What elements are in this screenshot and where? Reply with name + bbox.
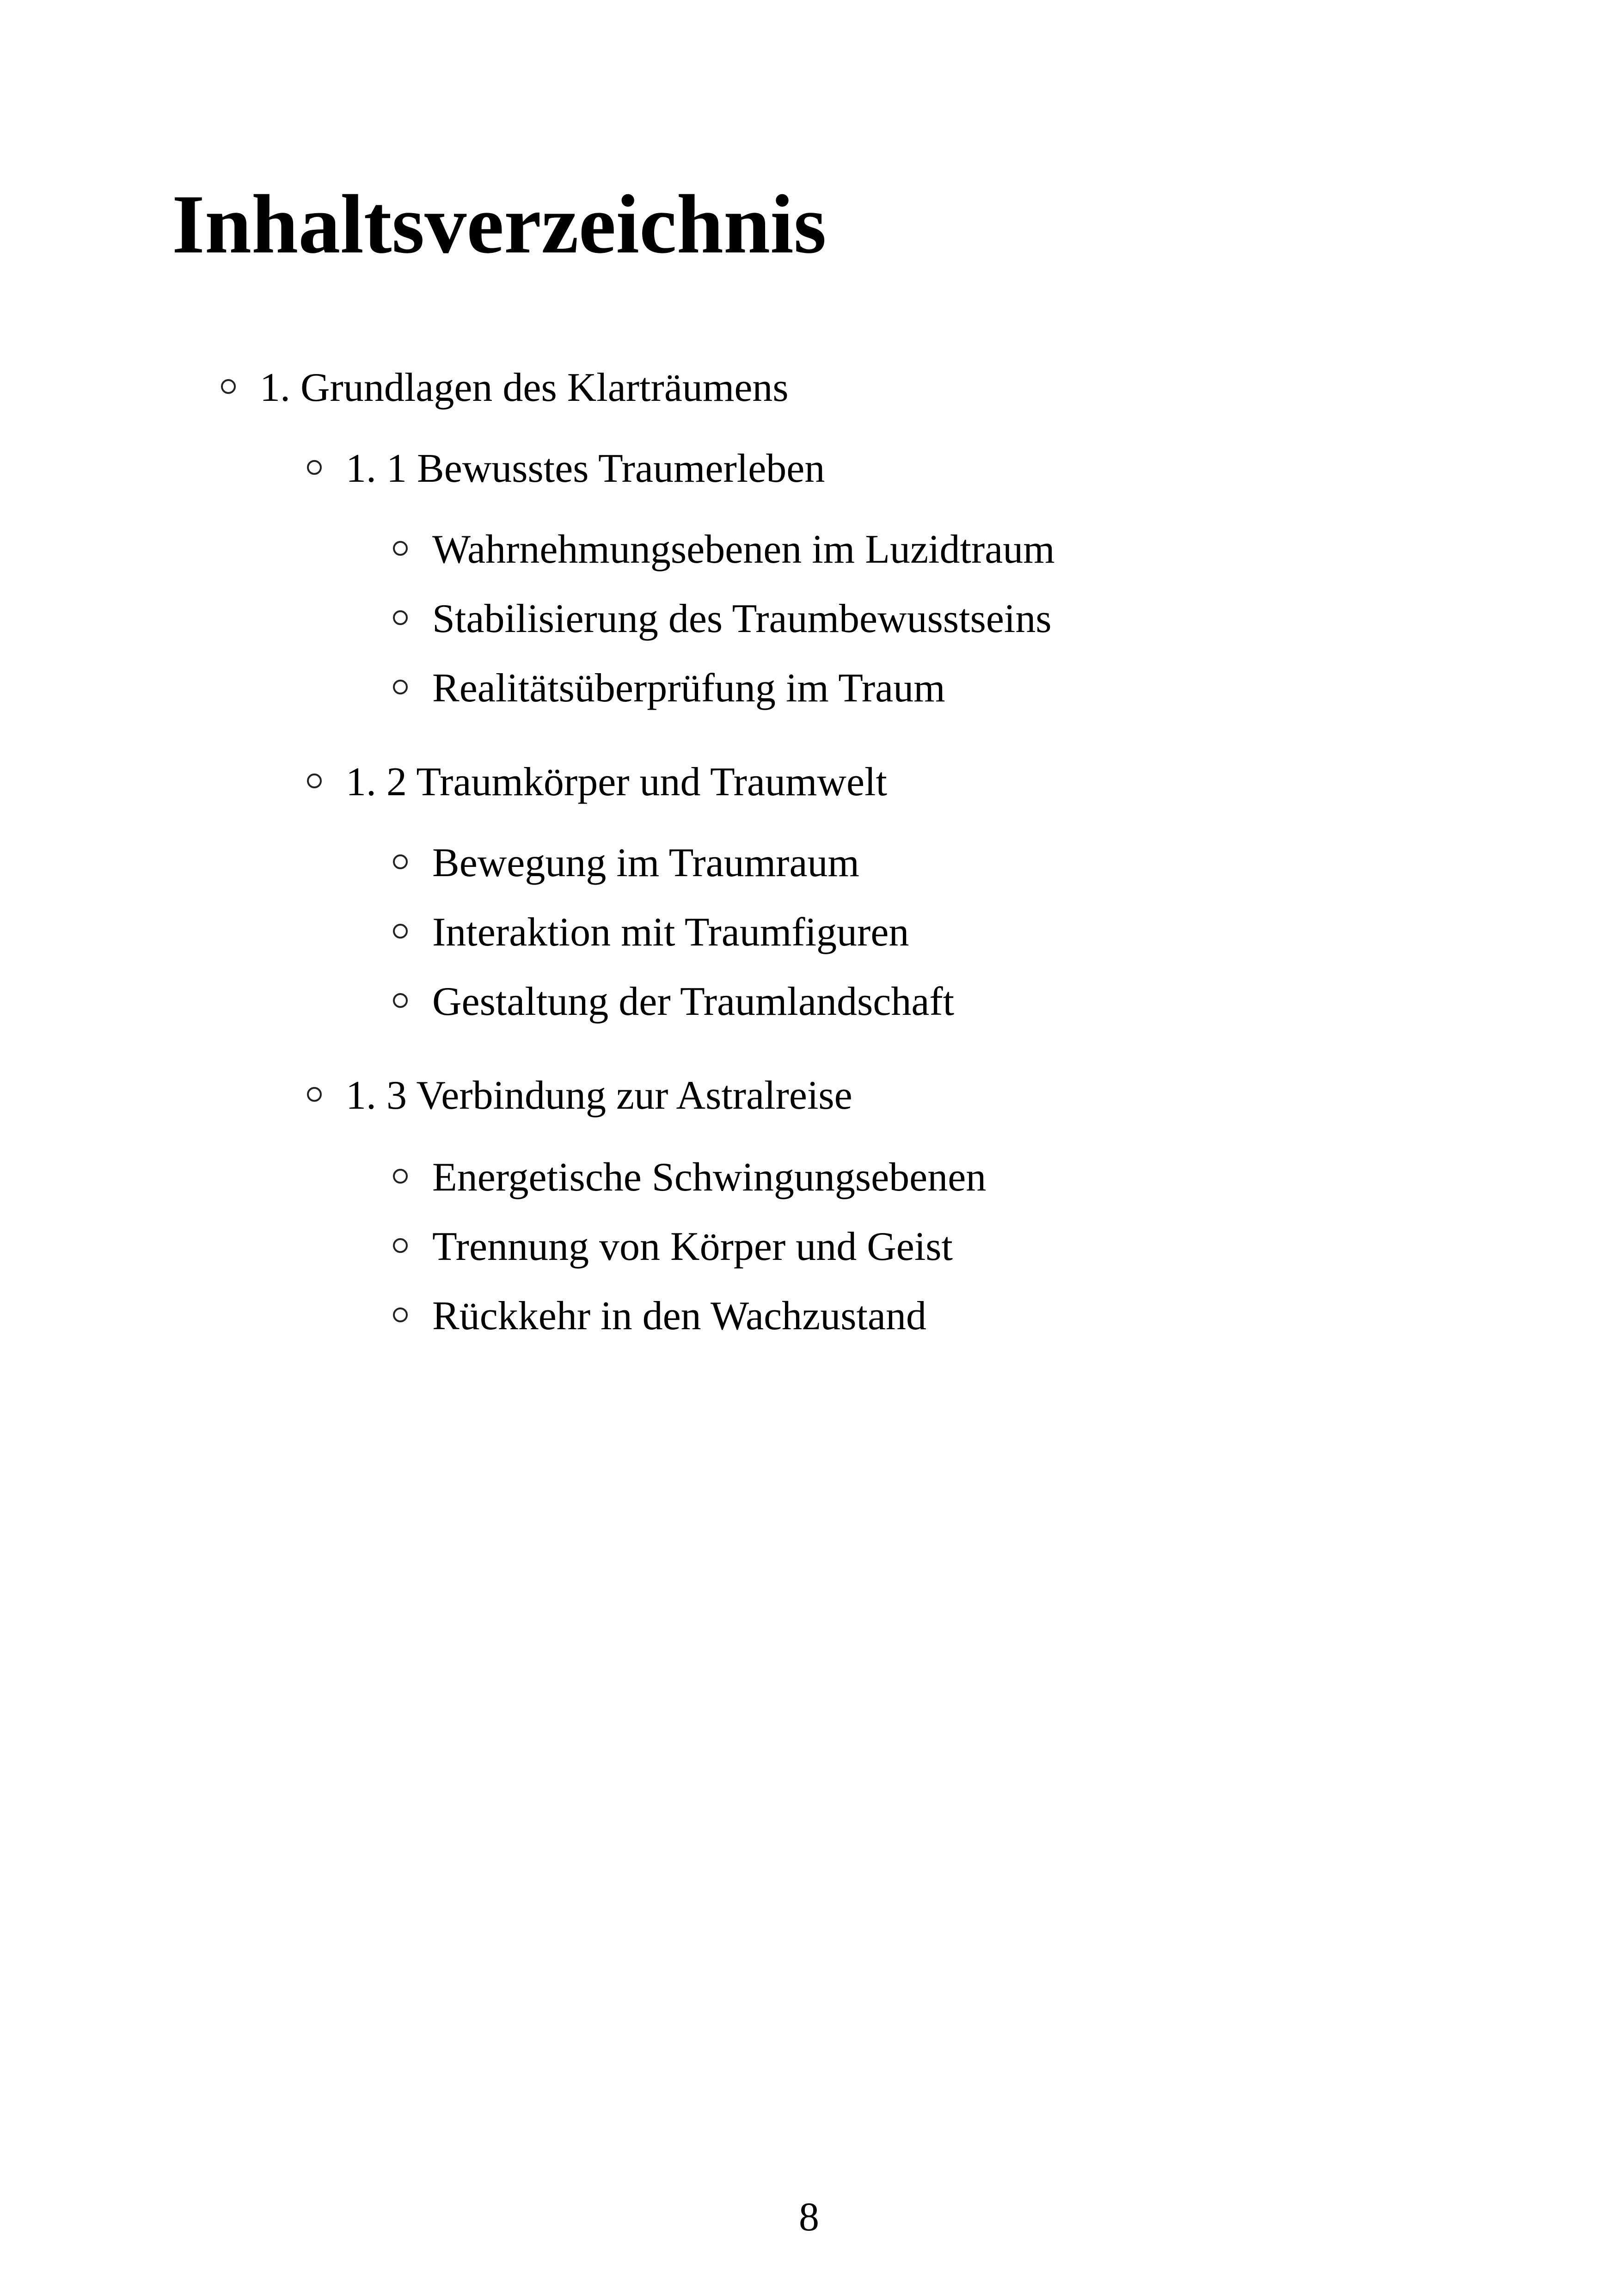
- toc-section-1-2[interactable]: 1. 2 Traumkörper und Traumwelt: [346, 760, 887, 804]
- circle-bullet-icon: [393, 1169, 408, 1184]
- toc-item[interactable]: Interaktion mit Traumfiguren: [432, 910, 909, 955]
- toc-item[interactable]: Bewegung im Traumraum: [432, 841, 859, 885]
- circle-bullet-icon: [393, 1238, 408, 1253]
- toc-item[interactable]: Rückkehr in den Wachzustand: [432, 1294, 926, 1338]
- circle-bullet-icon: [393, 680, 408, 694]
- circle-bullet-icon: [307, 460, 322, 475]
- toc-item[interactable]: Energetische Schwingungsebenen: [432, 1155, 987, 1200]
- toc-section-1-3[interactable]: 1. 3 Verbindung zur Astralreise: [346, 1073, 852, 1118]
- circle-bullet-icon: [393, 541, 408, 556]
- toc-item[interactable]: Trennung von Körper und Geist: [432, 1224, 953, 1269]
- circle-bullet-icon: [307, 1087, 322, 1102]
- toc-item[interactable]: Realitätsüberprüfung im Traum: [432, 666, 945, 711]
- toc-chapter-1[interactable]: 1. Grundlagen des Klarträumens: [260, 365, 789, 410]
- circle-bullet-icon: [393, 1308, 408, 1322]
- toc-item[interactable]: Stabilisierung des Traumbewusstseins: [432, 596, 1052, 641]
- circle-bullet-icon: [393, 854, 408, 869]
- toc-item[interactable]: Wahrnehmungsebenen im Luzidtraum: [432, 527, 1055, 572]
- toc-item[interactable]: Gestaltung der Traumlandschaft: [432, 979, 955, 1024]
- circle-bullet-icon: [307, 774, 322, 788]
- page-number: 8: [799, 2195, 819, 2240]
- page-title: Inhaltsverzeichnis: [172, 178, 827, 271]
- circle-bullet-icon: [393, 924, 408, 939]
- circle-bullet-icon: [393, 993, 408, 1008]
- circle-bullet-icon: [221, 379, 236, 394]
- toc-section-1-1[interactable]: 1. 1 Bewusstes Traumerleben: [346, 446, 825, 491]
- circle-bullet-icon: [393, 610, 408, 625]
